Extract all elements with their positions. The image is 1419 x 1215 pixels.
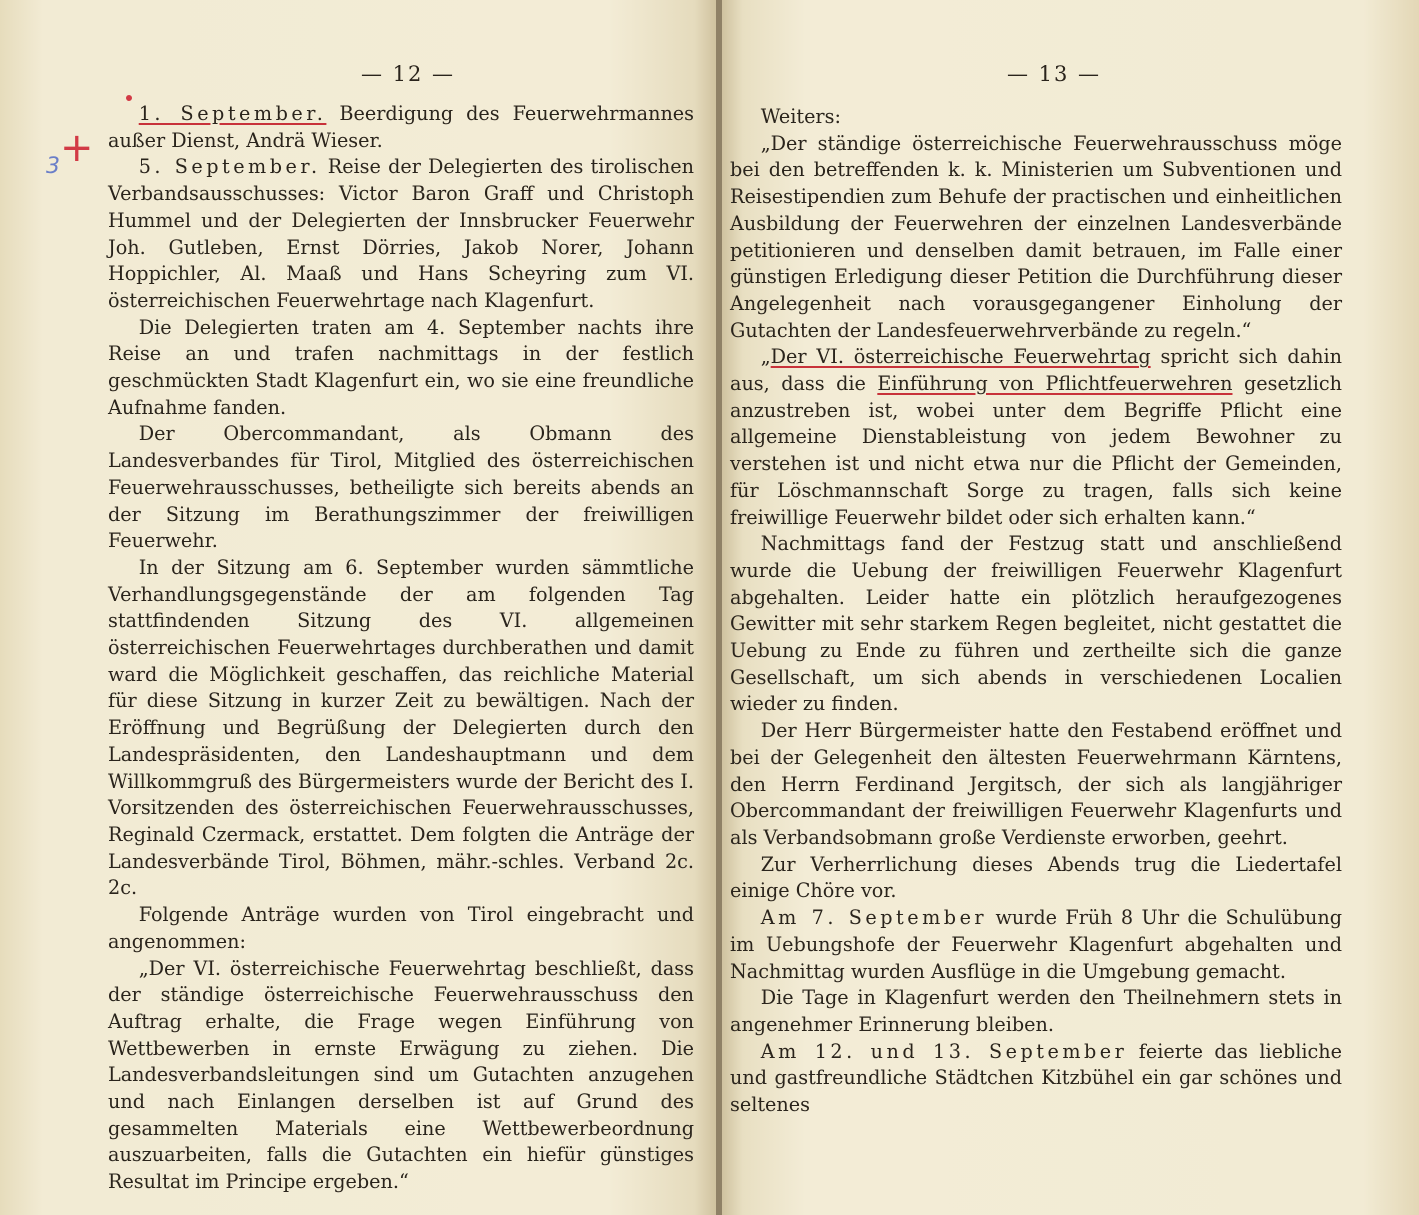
underlined-phrase: Einführung von Pflichtfeuerwehren [877, 372, 1233, 396]
page-number: — 12 — [360, 62, 456, 86]
paragraph [730, 344, 1342, 531]
paragraph: „Der VI. österreichische Feuerwehrtag beschließt, dass der ständige österreichische Feuerwehrausschuss den Auftrag erhalte, die Frage wegen Einführung von Wettbewerben in ernste Erwägung zu ziehen. Die Landesverbandsleitungen sind um Gutachten anzugehen und nach Einlangen derselben ist auf Grund des gesammelten Materials eine Wettbewerbeordnung auszuarbeiten, falls die Gutachten ein hiefür günstiges Resultat im Principe ergeben.“ [108, 956, 694, 1194]
paragraph: Die Delegierten traten am 4. September nachts ihre Reise an und trafen nachmittags in der festlich geschmückten Stadt Klagenfurt ein, wo sie eine freundliche Aufnahme fanden. [108, 315, 694, 419]
right-page-text [730, 104, 1342, 1119]
pencil-number-mark: 3 [46, 154, 60, 179]
paragraph: Der Obercommandant, als Obmann des Landesverbandes für Tirol, Mitglied des österreichischen Feuerwehrausschusses, betheiligte sich bereits abends an der Sitzung im Berathungszimmer der freiwilligen Feuerwehr. [108, 422, 694, 553]
page-number: — 13 — [1006, 62, 1102, 86]
paragraph-text: gesetzlich anzustreben ist, wobei unter dem Begriffe Pflicht eine allgemeine Dienstableistung von jedem Bewohner zu verstehen ist und nicht etwa nur die Pflicht der Gemeinden, für Löschmannschaft Sorge zu tragen, falls sich keine freiwillige Feuerwehr bildet oder sich erhalten kann.“ [730, 372, 1342, 529]
paragraph: Zur Verherrlichung dieses Abends trug die Liedertafel einige Chöre vor. [730, 852, 1342, 903]
paragraph: Der Herr Bürgermeister hatte den Festabend eröffnet und bei der Gelegenheit den ältesten Feuerwehrmann Kärntens, den Herrn Ferdinand Jergitsch, der sich als langjähriger Obercommandant der freiwilligen Feuerwehr Klagenfurts und als Verbandsobmann große Verdienste erworben, geehrt. [730, 719, 1342, 849]
date-lead: 1. September. [138, 102, 327, 125]
paragraph [108, 154, 694, 314]
paragraph-text: „ [760, 345, 771, 369]
paragraph: Weiters: [760, 105, 841, 128]
paragraph [108, 101, 694, 154]
paragraph [730, 905, 1342, 985]
right-page [722, 0, 1419, 1215]
paragraph: Folgende Anträge wurden von Tirol eingebracht und angenommen: [108, 903, 694, 953]
paragraph-text: spricht sich dahin aus, dass die [730, 345, 1342, 396]
paragraph-text: feierte das liebliche und gastfreundliche Städtchen Kitzbühel ein gar schönes und seltenes [730, 1039, 1343, 1117]
paragraph: Nachmittags fand der Festzug statt und anschließend wurde die Uebung der freiwilligen Feuerwehr Klagenfurt abgehalten. Leider hatte ein plötzlich heraufgezogenes Gewitter mit sehr starkem Regen begleitet, nicht gestattet die Uebung zu Ende zu führen und zertheilte sich die ganze Gesellschaft, um sich abends in verschiedenen Localien wieder zu finden. [730, 532, 1342, 716]
underlined-phrase: Der VI. österreichische Feuerwehrtag [770, 345, 1151, 369]
paragraph-text: Beerdigung des Feuerwehrmannes außer Dienst, Andrä Wieser. [108, 102, 695, 152]
date-lead: Am 12. und 13. September [760, 1039, 1128, 1063]
left-page-text [108, 101, 694, 1196]
date-lead: 5. September. [138, 155, 321, 179]
date-lead: Am 7. September [760, 906, 988, 930]
paragraph-text: Reise der Delegierten des tirolischen Verbandsausschusses: Victor Baron Graff und Christoph Hummel und der Delegierten der Innsbrucker Feuerwehr Joh. Gutleben, Ernst Dörries, Jakob Norer, Johann Hoppichler, Al. Maaß und Hans Scheyring zum VI. österreichischen Feuerwehrtage nach Klagenfurt. [108, 155, 695, 312]
paragraph: In der Sitzung am 6. September wurden sämmtliche Verhandlungsgegenstände der am folgenden Tag stattfindenden Sitzung des VI. allgemeinen österreichischen Feuerwehrtages durchberathen und damit ward die Möglichkeit geschaffen, das reichliche Material für diese Sitzung in kurzer Zeit zu bewältigen. Nach der Eröffnung und Begrüßung der Delegierten durch den Landespräsidenten, den Landeshauptmann und dem Willkommgruß des Bürgermeisters wurde der Bericht des I. Vorsitzenden des österreichischen Feuerwehrausschusses, Reginald Czermack, erstattet. Dem folgten die Anträge der Landesverbände Tirol, Böhmen, mähr.-schles. Verband 2c. 2c. [108, 555, 694, 900]
paragraph: Die Tage in Klagenfurt werden den Theilnehmern stets in angenehmer Erinnerung bleiben. [730, 986, 1342, 1036]
red-cross-mark: + [60, 125, 94, 171]
paragraph-text: wurde Früh 8 Uhr die Schulübung im Uebungshofe der Feuerwehr Klagenfurt abgehalten und Nachmittag wurden Ausflüge in die Umgebung gemacht. [730, 906, 1342, 983]
paragraph: „Der ständige österreichische Feuerwehrausschuss möge bei den betreffenden k. k. Ministerien um Subventionen und Reisestipendien zum Behufe der practischen und einheitlichen Ausbildung der Feuerwehren der einzelnen Landesverbände petitionieren und denselben damit betrauen, im Falle einer günstigen Erledigung dieser Petition die Durchführung dieser Angelegenheit nach vorausgegangener Einholung der Gutachten der Landesfeuerwehrverbände zu regeln.“ [730, 131, 1342, 342]
paragraph [730, 1039, 1342, 1119]
